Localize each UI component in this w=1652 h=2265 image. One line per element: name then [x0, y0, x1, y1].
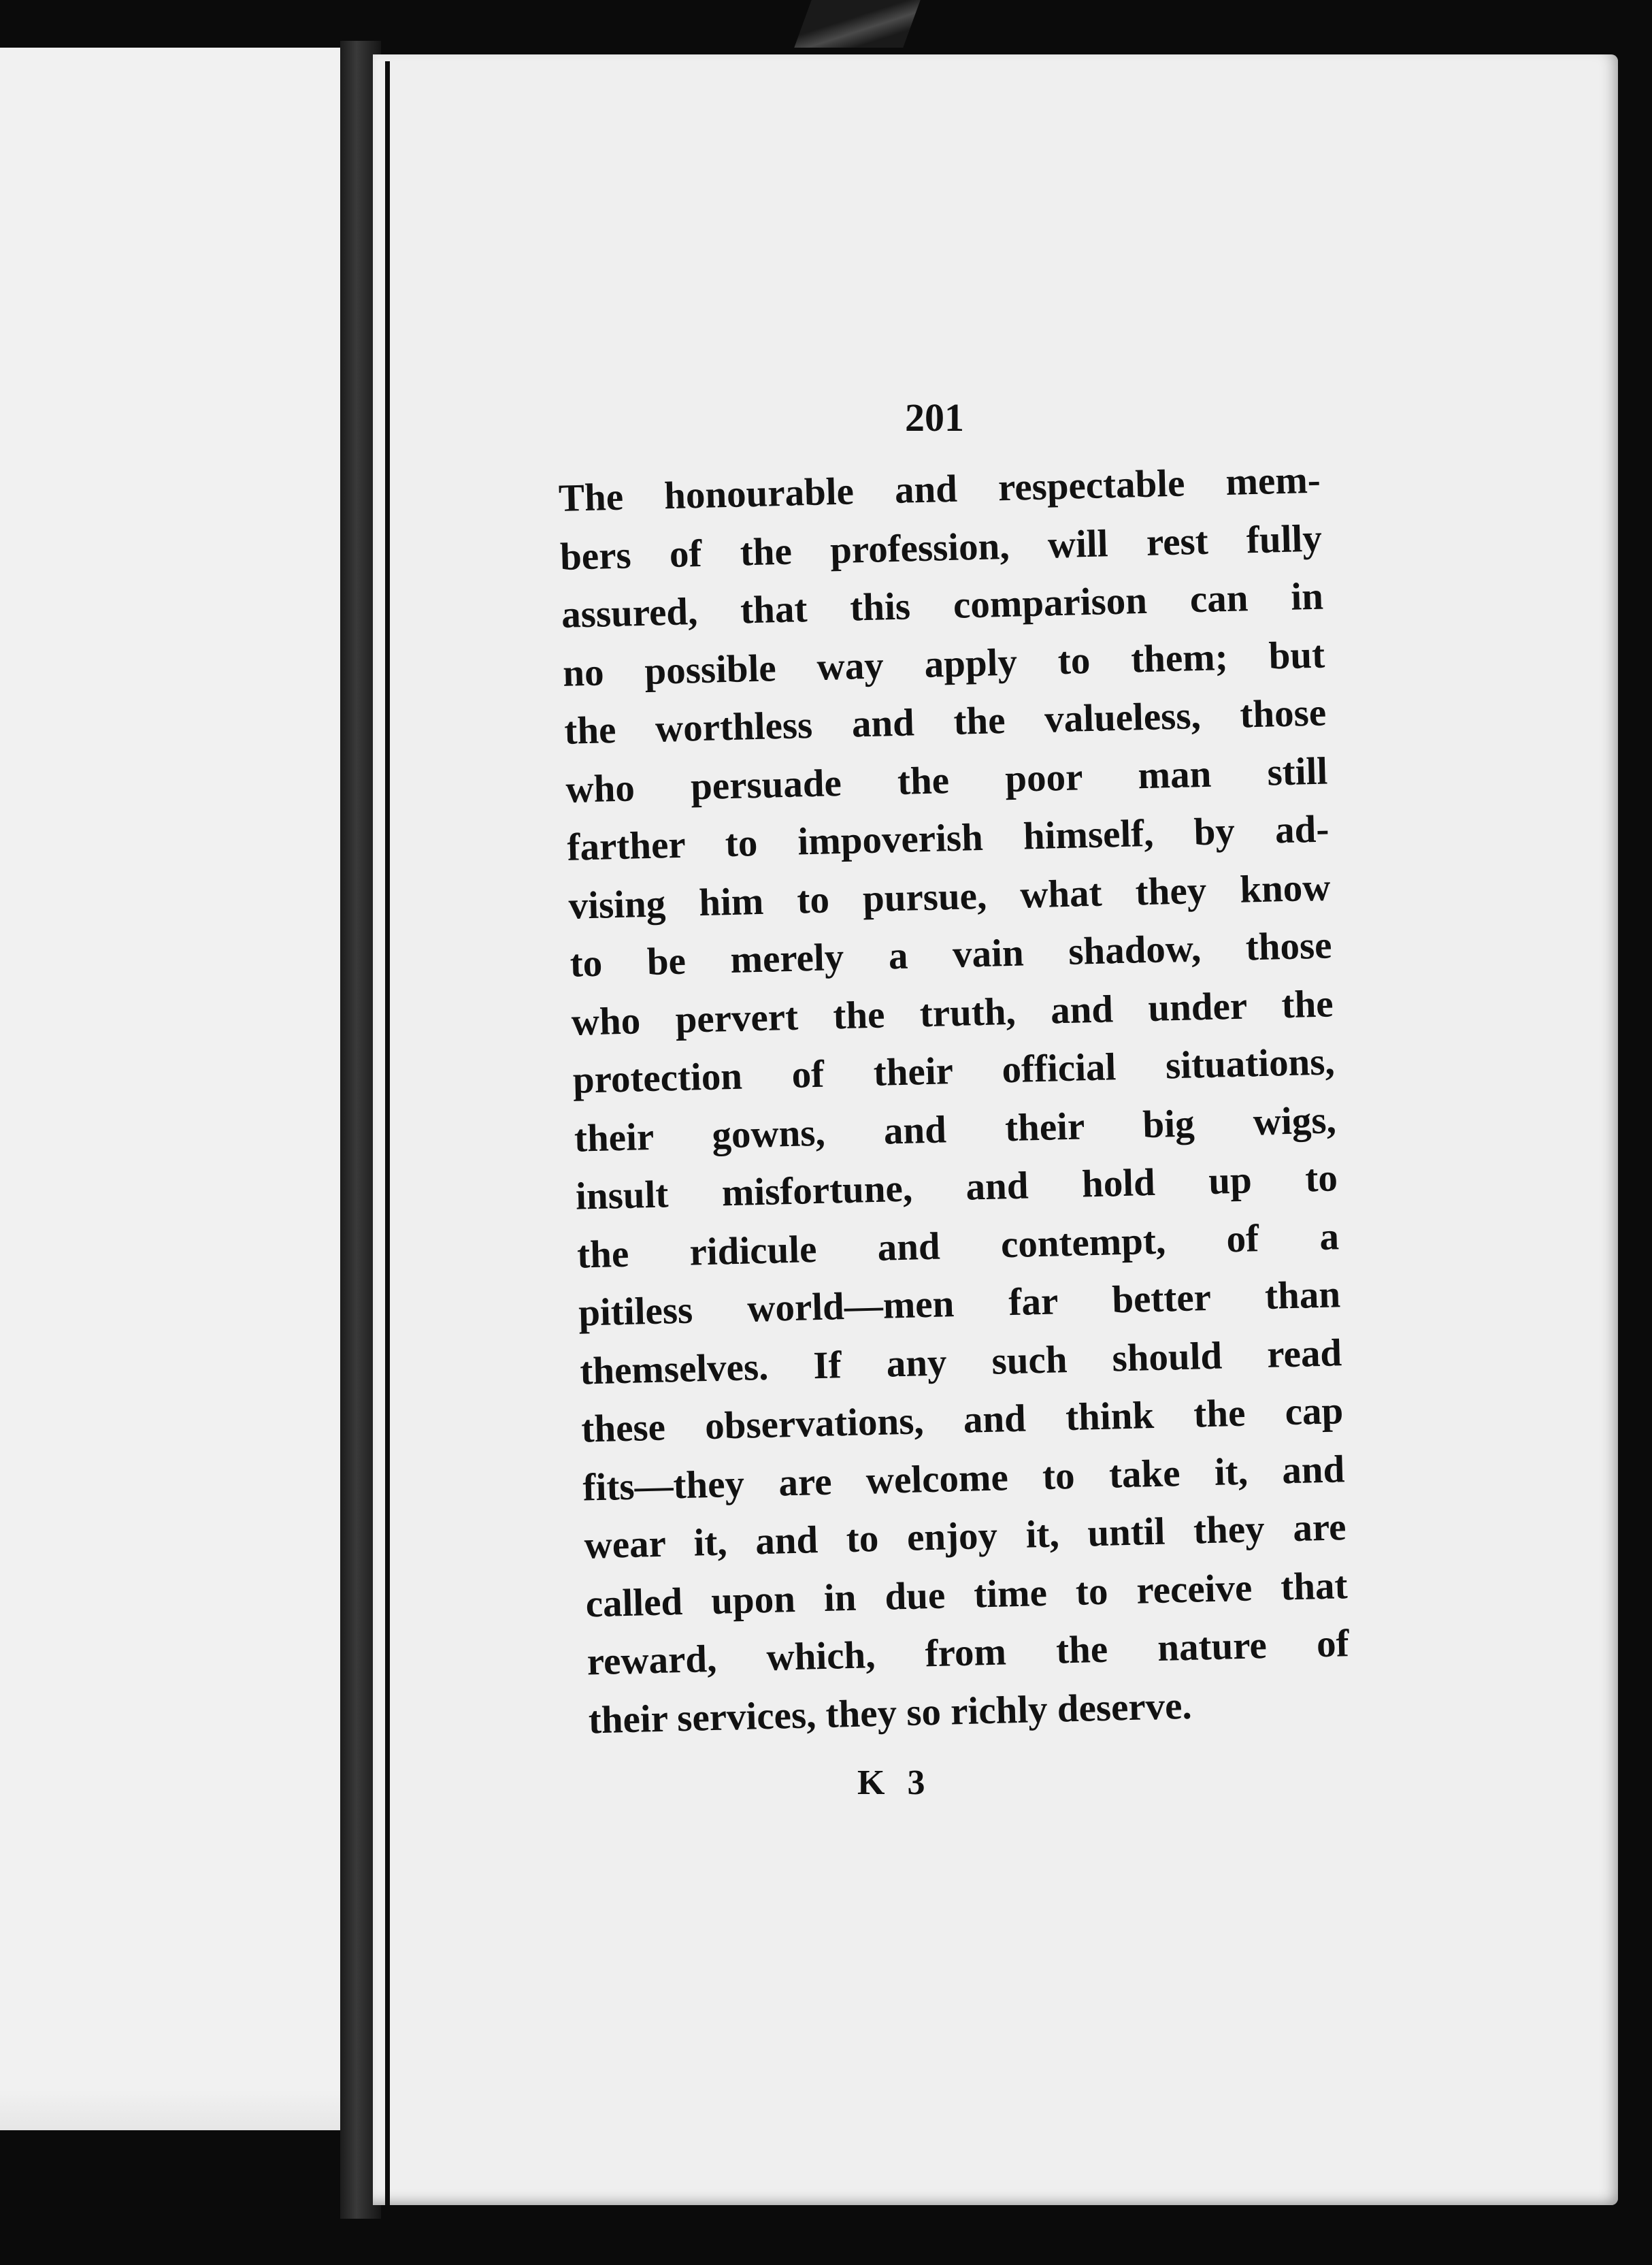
text-line: no possible way apply to them; but [562, 633, 1325, 695]
text-line: The honourable and respectable mem- [558, 458, 1321, 520]
text-line: these observations, and think the cap [580, 1389, 1344, 1451]
text-line: reward, which, from the nature of [587, 1622, 1350, 1684]
text-line: the worthless and the valueless, those [563, 691, 1327, 753]
signature-mark: K 3 [857, 1763, 932, 1802]
text-line: who pervert the truth, and under the [571, 981, 1334, 1044]
text-line: vising him to pursue, what they know [567, 865, 1332, 928]
page-number: 201 [905, 395, 964, 440]
text-line: pitiless world—men far better than [578, 1273, 1341, 1335]
text-line: bers of the profession, will rest fully [559, 517, 1323, 579]
text-line: insult misfortune, and hold up to [575, 1156, 1338, 1218]
text-line: their gowns, and their big wigs, [574, 1098, 1337, 1160]
text-line: called upon in due time to receive that [584, 1563, 1349, 1625]
text-line: farther to impoverish himself, by ad- [566, 807, 1330, 869]
text-line: who persuade the poor man still [565, 749, 1328, 811]
text-line: to be merely a vain shadow, those [569, 924, 1333, 985]
text-line: the ridicule and contempt, of a [576, 1214, 1340, 1277]
text-line: wear it, and to enjoy it, until they are [583, 1505, 1347, 1567]
right-page-text [558, 451, 1351, 1750]
page-tear [794, 0, 920, 48]
spine-line [385, 61, 390, 2205]
text-line: themselves. If any such should read [579, 1331, 1342, 1393]
text-line: assured, that this comparison can in [561, 574, 1324, 636]
text-line: their services, they so richly deserve. [588, 1684, 1193, 1742]
text-line: protection of their official situations, [572, 1040, 1336, 1102]
text-line: fits—they are welcome to take it, and [582, 1447, 1345, 1510]
